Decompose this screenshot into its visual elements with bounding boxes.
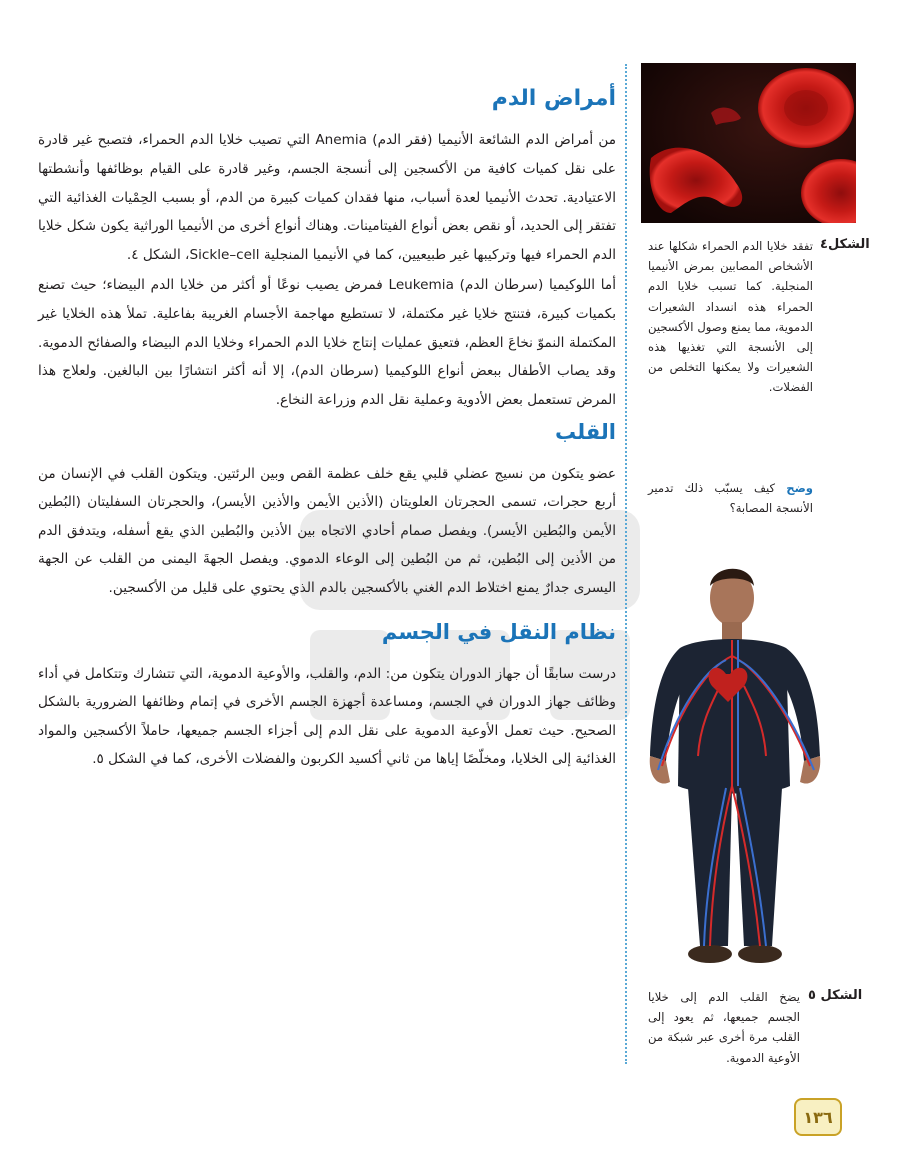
figure4-caption: تفقد خلايا الدم الحمراء شكلها عند الأشخاص المصابين بمرض الأنيميا المنجلية. كما تسبب خلايا الدم الحمراء هذه انسداد الشعيرات الدموية، مما يمنع وصول الأكسجين إلى الأنسجة التي تغذيها هذه الشعيرات ولا يمكنها التخلص من الفضلات. bbox=[648, 239, 813, 395]
paragraph-leukemia: أما اللوكيميا (سرطان الدم) Leukemia فمرض يصيب نوعًا أو أكثر من خلايا الدم البيضاء؛ حيث تصنع بكميات كبيرة، فتنتج خلايا غير مكتملة، لا تستطيع مهاجمة الأجسام الغريبة بفاعلية. تملأ هذه الخلايا غير المكتملة النموّ نخاعَ العظم، فتعيق عمليات إنتاج خلايا الدم الحمراء وخلايا الدم البيضاء والصفائح الدموية. وقد يصاب الأطفال ببعض أنواع اللوكيميا (سرطان الدم)، إلا أنه أكثر انتشارًا بين البالغين. ولعلاج هذا المرض تستعمل بعض الأدوية وعملية نقل الدم وزراعة النخاع. bbox=[38, 277, 616, 408]
figure5-label: الشكل ٥ bbox=[808, 988, 863, 1003]
figure4-sickle-cell-image bbox=[641, 63, 856, 223]
figure4-question-verb: وضح bbox=[786, 481, 813, 495]
figure4-question-text: كيف يسبّب ذلك تدمير الأنسجة المصابة؟ bbox=[648, 481, 813, 516]
paragraph-transport: درست سابقًا أن جهاز الدوران يتكون من: الدم، والقلب، والأوعية الدموية، التي تتشارك وتتكامل في أداء وظائف جهاز الدوران في الجسم، ومساعدة أجهزة الجسم الأخرى في إتمام وظائفها الضرورية بالشكل الصحيح. حيث تعمل الأوعية الدموية على نقل الدم إلى أجزاء الجسم جميعها، حاملاً الأكسجين والمواد الغذائية إلى الخلايا، ومخلّصًا إياها من ثاني أكسيد الكربون والفضلات الأخرى، كما في الشكل ٥. bbox=[38, 665, 616, 768]
figure4-label: الشكل٤ bbox=[820, 237, 870, 252]
paragraph-anemia: من أمراض الدم الشائعة الأنيميا (فقر الدم) Anemia التي تصيب خلايا الدم الحمراء، فتصبح غير قادرة على نقل كميات كافية من الأكسجين إلى أنسجة الجسم، وغير قادرة على القيام بوظائفها وأنشطتها الاعتيادية. تحدث الأنيميا لعدة أسباب، منها فقدان كميات كبيرة من الدم، أو بسبب الحِمْيات الغذائية التي تفتقر إلى الحديد، أو نقص بعض أنواع الفيتامينات. وهناك أنواع أخرى من الأنيميا الوراثية يكون شكل خلايا الدم الحمراء فيها وتركيبها غير طبيعيين، كما في الأنيميا المنجلية Sickle–cell، الشكل ٤. bbox=[38, 132, 616, 263]
figure5-caption: يضخ القلب الدم إلى خلايا الجسم جميعها، ثم يعود إلى القلب مرة أخرى عبر شبكة من الأوعية الدموية. bbox=[648, 990, 800, 1065]
main-content bbox=[38, 78, 616, 776]
figure5-circulatory-system-image bbox=[640, 556, 858, 974]
figure4-question bbox=[648, 478, 813, 518]
paragraph-heart: عضو يتكون من نسيج عضلي قلبي يقع خلف عظمة القص وبين الرئتين. ويتكون القلب في الإنسان من أربع حجرات، تسمى الحجرتان العلويتان (الأذين الأيمن والأذين الأيسر)، والحجرتان السفليتان (البُطين الأيمن والبُطين الأيسر). ويفصل صمام أحادي الاتجاه بين الأذين والبُطين الذي يقع أسفله، ويتدفق الدم من الأذين إلى البُطين، ثم من البُطين إلى الوعاء الدموي. ويفصل الجهةَ اليمنى من القلب عن الجهة اليسرى جدارٌ يمنع اختلاط الدم الغني بالأكسجين بالدم الذي يحتوي على قليل من الأكسجين. bbox=[38, 465, 616, 596]
page-number: ١٣٦ bbox=[794, 1098, 842, 1136]
heading-blood-diseases: أمراض الدم bbox=[491, 86, 616, 111]
heading-heart: القلب bbox=[554, 420, 616, 445]
heading-transport-system: نظام النقل في الجسم bbox=[381, 620, 616, 645]
column-separator bbox=[625, 64, 627, 1064]
